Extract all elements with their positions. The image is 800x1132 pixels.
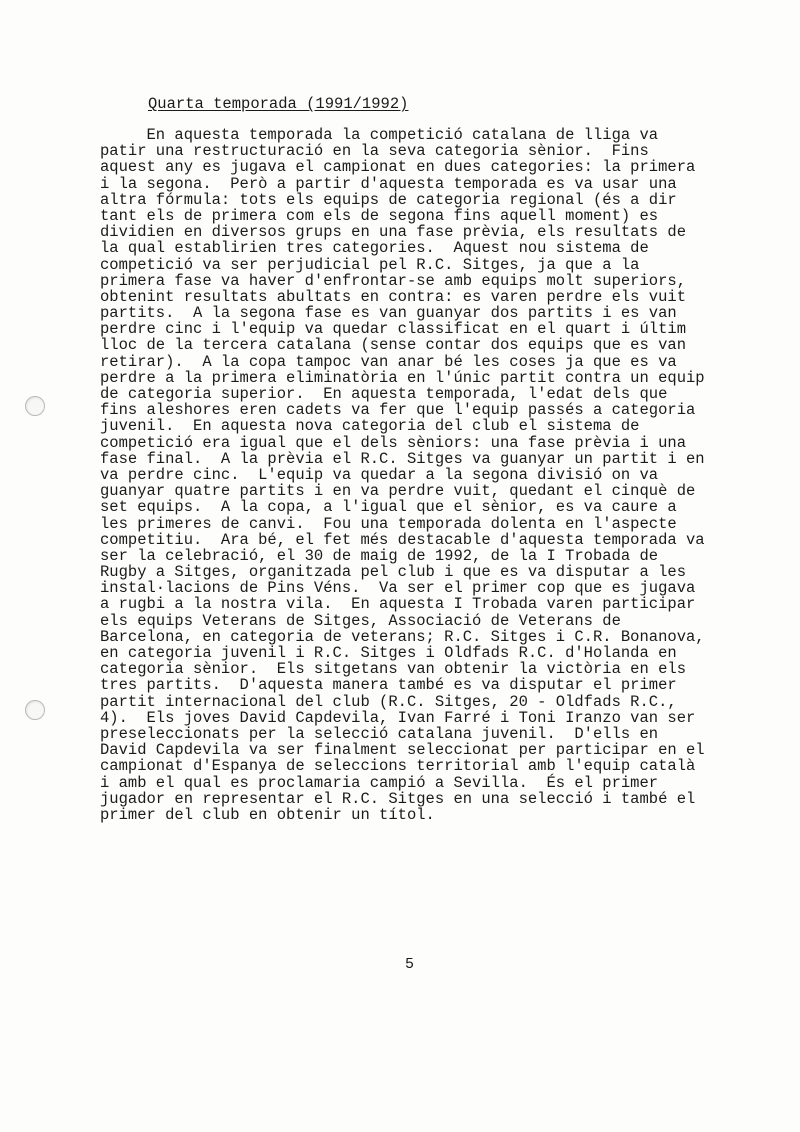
body-line: ser la celebració, el 30 de maig de 1992, de la I Trobada de (100, 546, 659, 565)
body-line: fins aleshores eren cadets va fer que l'equip passés a categoria (100, 401, 696, 420)
body-line: lloc de la tercera catalana (sense contar dos equips que es van (100, 336, 686, 355)
body-line: set equips. A la copa, a l'igual que el sènior, es va caure a (100, 498, 677, 517)
body-line: la qual establirien tres categories. Aquest nou sistema de (100, 239, 649, 258)
body-line: guanyar quatre partits i en va perdre vuit, quedant el cinquè de (100, 482, 696, 501)
body-line: Rugby a Sitges, organitzada pel club i que es va disputar a les (100, 563, 686, 582)
body-line: primera fase va haver d'enfrontar-se amb equips molt superiors, (100, 271, 686, 290)
body-line: jugador en representar el R.C. Sitges en una selecció i també el (100, 789, 696, 808)
body-line: instal·lacions de Pins Véns. Va ser el primer cop que es jugava (100, 579, 696, 598)
body-line: aquest any es jugava el campionat en dues categories: la primera (100, 158, 696, 177)
body-line: dividien en diversos grups en una fase prèvia, els resultats de (100, 223, 686, 242)
body-line: competició era igual que el dels sèniors: una fase prèvia i una (100, 433, 686, 452)
body-line: retirar). A la copa tampoc van anar bé les coses ja que es va (100, 352, 677, 371)
body-line: va perdre cinc. L'equip va quedar a la segona divisió on va (100, 465, 659, 484)
body-line: a rugbi a la nostra vila. En aquesta I Trobada varen participar (100, 595, 696, 614)
body-line: tres partits. D'aquesta manera també es va disputar el primer (100, 676, 677, 695)
body-line: en categoria juvenil i R.C. Sitges i Oldfads R.C. d'Holanda en (100, 644, 677, 662)
body-line: David Capdevila va ser finalment seleccionat per participar en el (100, 741, 705, 760)
body-line: perdre a la primera eliminatòria en l'únic partit contra un equip (100, 368, 705, 387)
body-line: les primeres de canvi. Fou una temporada dolenta en l'aspecte (100, 514, 677, 533)
body-paragraph (100, 127, 740, 823)
body-line: juvenil. En aquesta nova categoria del club el sistema de (100, 417, 640, 436)
section-heading: Quarta temporada (1991/1992) (148, 95, 409, 113)
body-line: preseleccionats per la selecció catalana juvenil. D'ells en (100, 724, 659, 743)
body-line: perdre cinc i l'equip va quedar classificat en el quart i últim (100, 320, 686, 339)
body-line: primer del club en obtenir un títol. (100, 805, 435, 824)
body-line: 4). Els joves David Capdevila, Ivan Farré i Toni Iranzo van ser (100, 708, 696, 727)
body-line: tant els de primera com els de segona fins aquell moment) es (100, 206, 659, 225)
body-line: categoria sènior. Els sitgetans van obtenir la victòria en els (100, 660, 686, 679)
body-line: campionat d'Espanya de seleccions territorial amb l'equip català (100, 757, 696, 776)
body-line: de categoria superior. En aquesta temporada, l'edat dels que (100, 385, 668, 403)
body-line: competitiu. Ara bé, el fet més destacable d'aquesta temporada va (100, 530, 705, 549)
body-line: els equips Veterans de Sitges, Associació de Veterans de (100, 611, 621, 630)
body-line: fase final. A la prèvia el R.C. Sitges va guanyar un partit i en (100, 449, 705, 468)
body-line: En aquesta temporada la competició catalana de lliga va (100, 126, 659, 144)
body-line: partits. A la segona fase es van guanyar dos partits i es van (100, 304, 677, 323)
body-line: i la segona. Però a partir d'aquesta temporada es va usar una (100, 174, 677, 193)
body-line: partit internacional del club (R.C. Sitges, 20 - Oldfads R.C., (100, 692, 677, 711)
body-line: patir una restructuració en la seva categoria sènior. Fins (100, 142, 649, 161)
punch-hole-bottom (25, 700, 45, 720)
body-line: competició va ser perjudicial pel R.C. Sitges, ja que a la (100, 255, 640, 274)
body-line: altra fórmula: tots els equips de categoria regional (és a dir (100, 190, 677, 209)
body-line: i amb el qual es proclamaria campió a Sevilla. És el primer (100, 773, 659, 792)
page-number: 5 (405, 956, 415, 973)
body-line: Barcelona, en categoria de veterans; R.C. Sitges i C.R. Bonanova, (100, 627, 705, 646)
punch-hole-top (25, 396, 45, 416)
body-line: obtenint resultats abultats en contra: es varen perdre els vuit (100, 287, 686, 306)
